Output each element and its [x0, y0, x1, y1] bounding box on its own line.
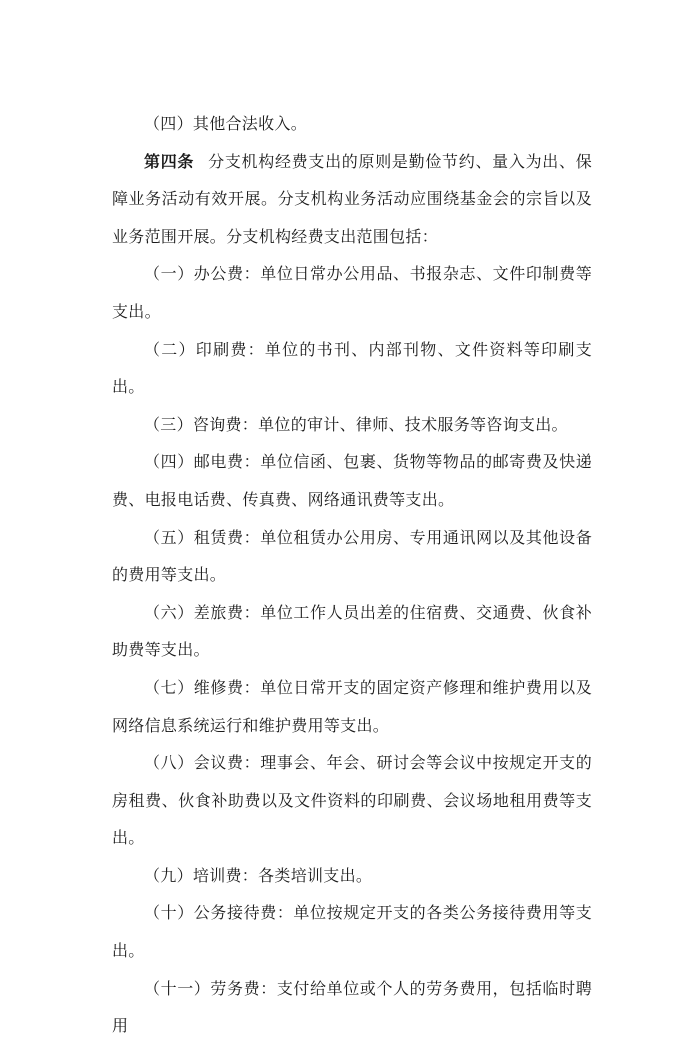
paragraph-text: （九）培训费：各类培训支出。 [144, 865, 373, 885]
paragraph-rental-expense [112, 519, 592, 594]
paragraph-text: （六）差旅费：单位工作人员出差的住宿费、交通费、伙食补助费等支出。 [112, 602, 592, 660]
paragraph-travel-expense [112, 594, 592, 669]
paragraph-office-expense [112, 255, 592, 330]
paragraph-text: （四）邮电费：单位信函、包裹、货物等物品的邮寄费及快递费、电报电话费、传真费、网络通讯费等支出。 [112, 452, 592, 509]
paragraph-text: 分支机构经费支出的原则是勤俭节约、量入为出、保障业务活动有效开展。分支机构业务活动应围绕基金会的宗旨以及业务范围开展。分支机构经费支出范围包括： [112, 151, 592, 246]
paragraph-text: （五）租赁费：单位租赁办公用房、专用通讯网以及其他设备的费用等支出。 [112, 527, 592, 585]
paragraph-labor-expense [112, 970, 592, 1045]
paragraph-text: （三）咨询费：单位的审计、律师、技术服务等咨询支出。 [144, 414, 568, 434]
paragraph-text: （十）公务接待费：单位按规定开支的各类公务接待费用等支出。 [112, 903, 592, 961]
paragraph-reception-expense [112, 894, 592, 969]
paragraph-printing-expense [112, 331, 592, 406]
article-number: 第四条 [144, 151, 195, 171]
paragraph-text: （七）维修费：单位日常开支的固定资产修理和维护费用以及网络信息系统运行和维护费用等支出。 [112, 677, 592, 735]
paragraph-maintenance-expense [112, 669, 592, 744]
paragraph-postal-expense [112, 443, 592, 518]
paragraph-text: （四）其他合法收入。 [144, 114, 308, 133]
paragraph-article-four [112, 143, 592, 256]
paragraph-other-income [112, 105, 592, 143]
paragraph-training-expense [112, 857, 592, 895]
document-body [112, 105, 592, 1045]
paragraph-text: （二）印刷费：单位的书刊、内部刊物、文件资料等印刷支出。 [112, 339, 592, 397]
paragraph-consulting-expense [112, 406, 592, 444]
paragraph-text: （十一）劳务费：支付给单位或个人的劳务费用，包括临时聘用 [112, 978, 592, 1036]
paragraph-text: （八）会议费：理事会、年会、研讨会等会议中按规定开支的房租费、伙食补助费以及文件资料的印刷费、会议场地租用费等支出。 [112, 753, 592, 848]
paragraph-text: （一）办公费：单位日常办公用品、书报杂志、文件印制费等支出。 [112, 264, 592, 321]
paragraph-meeting-expense [112, 744, 592, 857]
